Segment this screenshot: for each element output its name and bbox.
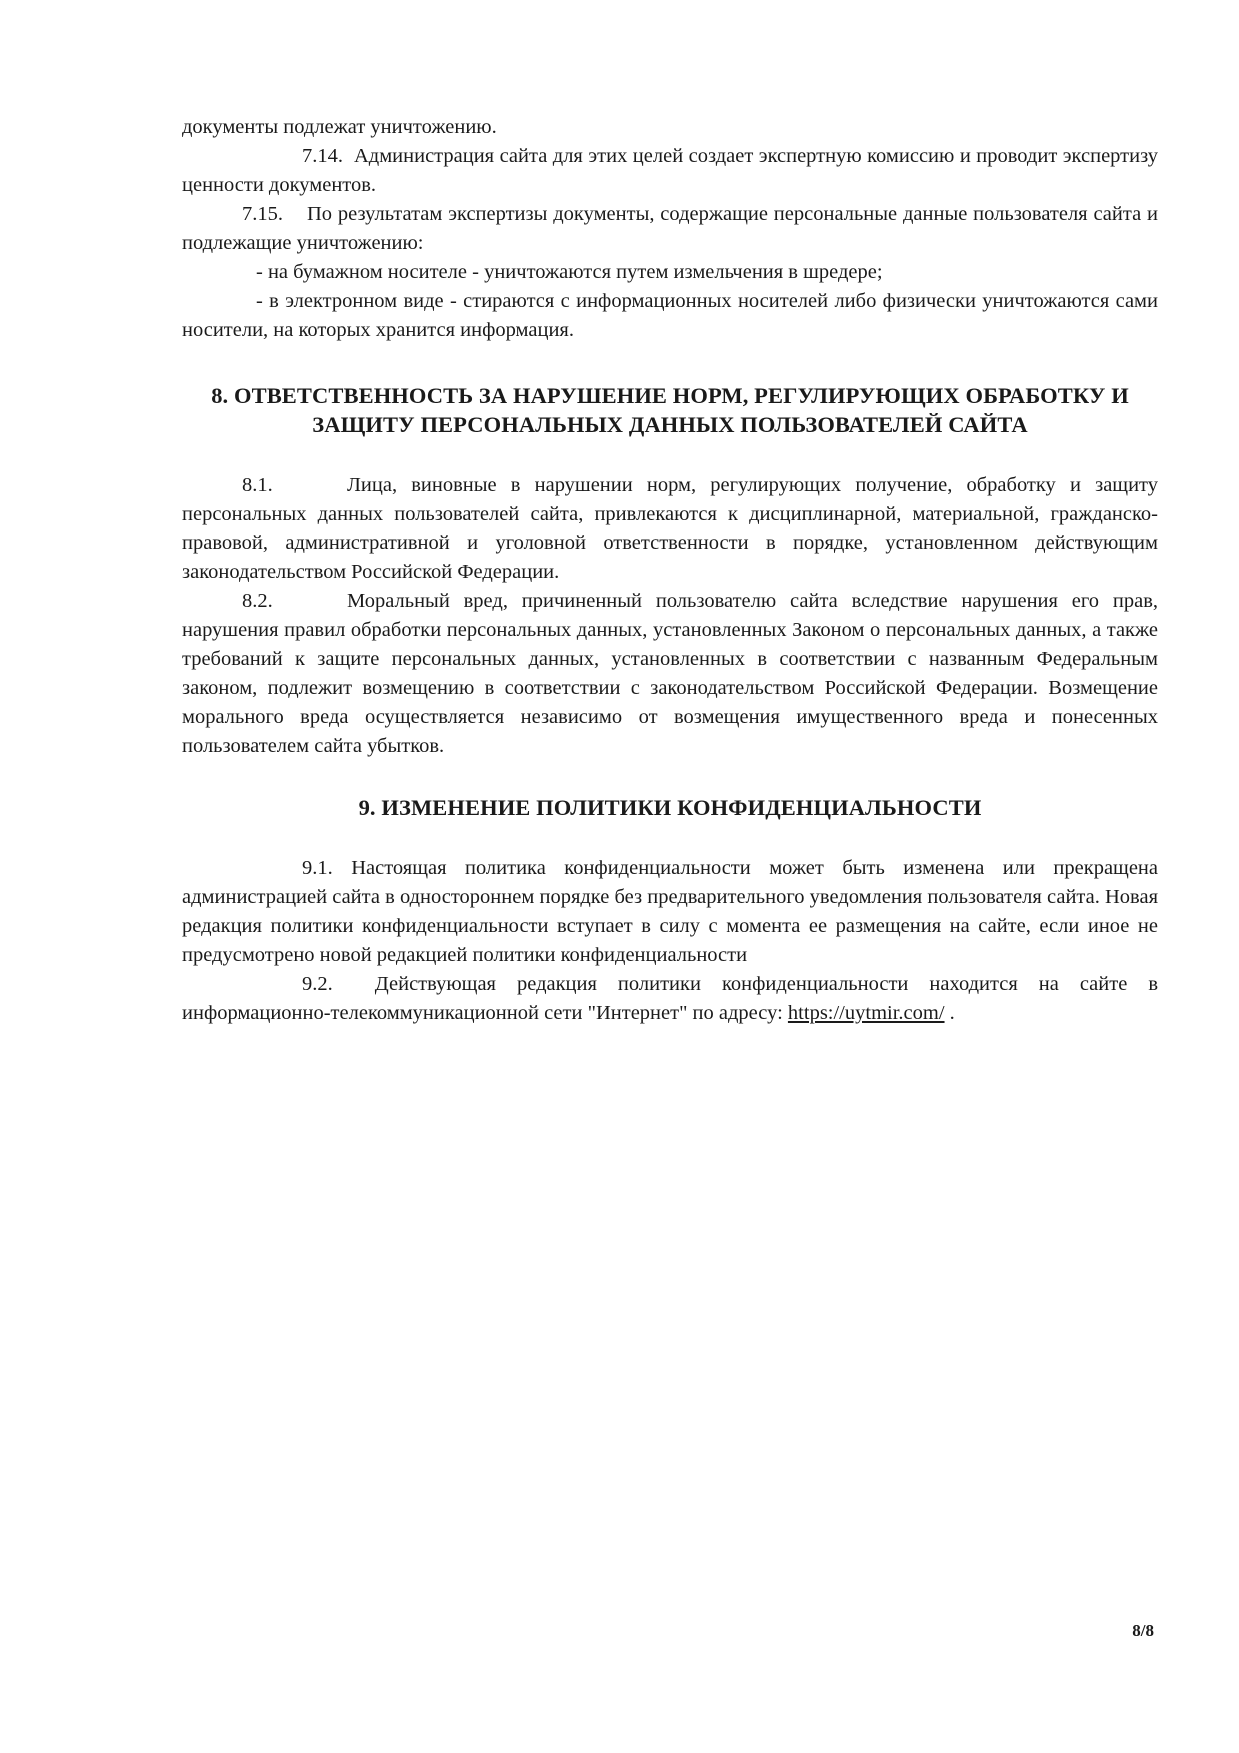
clause-text: Лица, виновные в нарушении норм, регулирующих получение, обработку и защиту персональных данных пользователей сайта, привлекаются к дисциплинарной, материальной, гражданско-правовой, административной и уголовной ответственности в порядке, установленном действующим законодательством Российской Федерации. xyxy=(182,474,1158,583)
page-number: 8/8 xyxy=(1132,1621,1154,1640)
paragraph-8-2 xyxy=(182,587,1158,761)
document-body xyxy=(182,113,1158,1028)
clause-text: Моральный вред, причиненный пользователю сайта вследствие нарушения его прав, нарушения правил обработки персональных данных, установленных Законом о персональных данных, а также требований к защите персональных данных, установленных в соответствии с названным Федеральным законом, подлежит возмещению в соответствии с законодательством Российской Федерации. Возмещение морального вреда осуществляется независимо от возмещения имущественного вреда и понесенных пользователем сайта убытков. xyxy=(182,590,1158,757)
clause-number: 9.1. xyxy=(302,857,333,879)
clause-number: 7.14. xyxy=(302,145,343,167)
paragraph-7-14 xyxy=(182,142,1158,200)
list-item-electronic: - в электронном виде - стираются с информационных носителей либо физически уничтожаются сами носители, на которых хранится информация. xyxy=(182,290,1158,341)
clause-text: Администрация сайта для этих целей создает экспертную комиссию и проводит экспертизу ценности документов. xyxy=(182,145,1159,196)
paragraph-9-1 xyxy=(182,854,1158,970)
site-url-link[interactable]: https://uytmir.com/ xyxy=(787,1002,945,1024)
clause-number: 9.2. xyxy=(302,973,333,995)
section-9-heading: 9. ИЗМЕНЕНИЕ ПОЛИТИКИ КОНФИДЕНЦИАЛЬНОСТИ xyxy=(358,795,982,820)
clause-number: 7.15. xyxy=(242,203,283,225)
paragraph-continuation: документы подлежат уничтожению. xyxy=(182,116,497,138)
clause-text: Действующая редакция политики конфиденциальности находится на сайте в информационно-телекоммуникационной сети "Интернет" по адресу: xyxy=(182,973,1158,1024)
clause-text: Настоящая политика конфиденциальности может быть изменена или прекращена администрацией сайта в одностороннем порядке без предварительного уведомления пользователя сайта. Новая редакция политики конфиденциальности вступает в силу с момента ее размещения на сайте, если иное не предусмотрено новой редакцией политики конфиденциальности xyxy=(182,857,1158,966)
clause-number: 8.1. xyxy=(242,474,273,496)
paragraph-7-15 xyxy=(182,200,1158,258)
paragraph-9-2 xyxy=(182,970,1158,1028)
section-8-heading: 8. ОТВЕТСТВЕННОСТЬ ЗА НАРУШЕНИЕ НОРМ, РЕГУЛИРУЮЩИХ ОБРАБОТКУ И ЗАЩИТУ ПЕРСОНАЛЬНЫХ ДАННЫХ ПОЛЬЗОВАТЕЛЕЙ САЙТА xyxy=(211,383,1129,437)
list-item-paper: - на бумажном носителе - уничтожаются путем измельчения в шредере; xyxy=(256,261,883,283)
clause-tail: . xyxy=(944,1002,955,1024)
paragraph-8-1 xyxy=(182,471,1158,587)
clause-text: По результатам экспертизы документы, содержащие персональные данные пользователя сайта и подлежащие уничтожению: xyxy=(182,203,1158,254)
clause-number: 8.2. xyxy=(242,590,273,612)
